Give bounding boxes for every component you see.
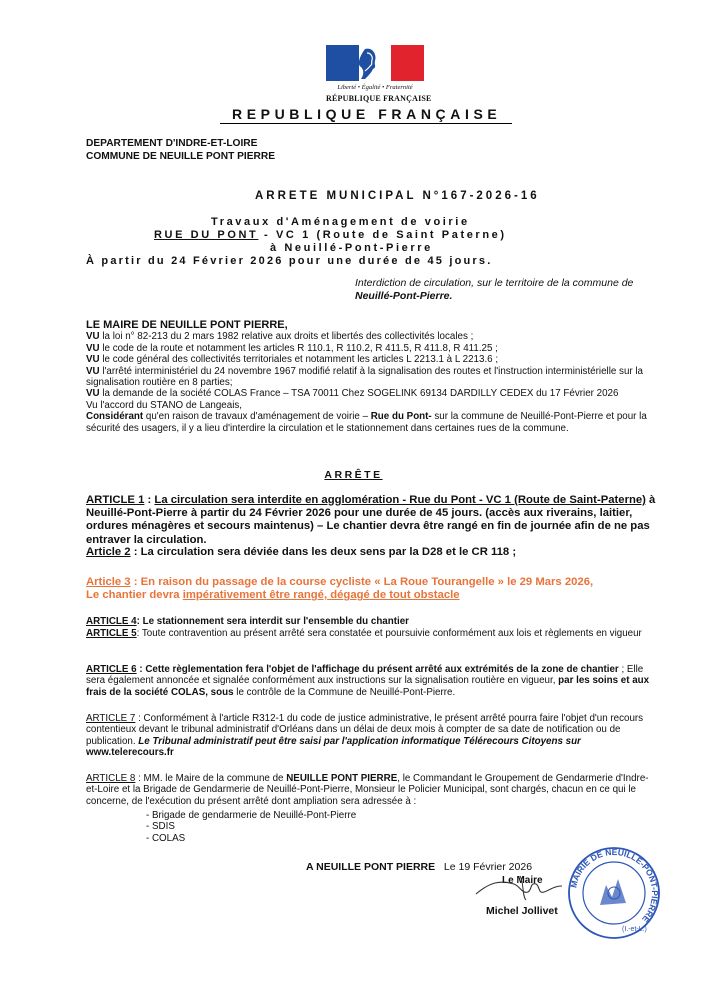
republique-title: REPUBLIQUE FRANÇAISE <box>232 106 502 122</box>
article-8 <box>86 773 658 807</box>
signature-role: Le Maire <box>502 875 543 886</box>
article-5 <box>86 628 658 639</box>
vu-4-text: l'arrêté interministériel du 24 novembre 1967 modifié relatif à la signalisation des routes et l'instruction interministérielle sur la signalisation routière en 8 parties; <box>86 365 643 389</box>
municipal-seal-icon <box>566 845 662 941</box>
departement: DEPARTEMENT D'INDRE-ET-LOIRE <box>86 138 258 149</box>
article-3-text-2a: Le chantier devra <box>86 589 183 602</box>
subject-line-1: Travaux d'Aménagement de voirie <box>211 216 470 228</box>
vu-label: VU <box>86 388 100 400</box>
marianne-profile-icon <box>351 45 384 81</box>
article-3-line-2 <box>86 589 658 602</box>
vu-1 <box>86 331 658 342</box>
vu-label: VU <box>86 365 100 377</box>
maire-heading: LE MAIRE DE NEUILLE PONT PIERRE, <box>86 319 288 331</box>
motto: Liberté • Égalité • Fraternité <box>337 84 413 91</box>
article-7-label: ARTICLE 7 <box>86 713 136 724</box>
handwritten-signature-icon <box>470 872 570 904</box>
flag-white <box>359 45 392 81</box>
article-6-text-2: le contrôle de la Commune de Neuillé-Pont-Pierre. <box>233 686 456 698</box>
flag-red <box>391 45 424 81</box>
arrete-label: ARRÊTE <box>324 469 383 481</box>
department-block <box>86 137 275 163</box>
signature-date: Le 19 Février 2026 <box>443 861 533 873</box>
subject-line-3: à Neuillé-Pont-Pierre <box>270 242 433 254</box>
arrete-heading <box>0 469 707 481</box>
article-6-bold: : Cette règlementation fera l'objet de l'affichage du présent arrêté aux extrémités de la zone de chantier <box>136 664 619 675</box>
article-6-bold-2: par les soins et aux frais de la société COLAS, sous <box>86 675 650 698</box>
article-3-line-1 <box>86 576 658 589</box>
marianne-logo <box>326 45 432 103</box>
considerant-label: Considérant <box>86 411 144 423</box>
article-1-label: ARTICLE 1 <box>86 494 145 506</box>
article-6 <box>86 664 658 698</box>
article-3-text-2b: impérativement être rangé, dégagé de tout obstacle <box>182 589 460 602</box>
subject-line-4: À partir du 24 Février 2026 pour une durée de 45 jours. <box>86 255 493 267</box>
vu-4 <box>86 366 658 389</box>
recipient-item: - COLAS <box>146 832 186 844</box>
commune: COMMUNE DE NEUILLE PONT PIERRE <box>86 151 276 162</box>
article-8-commune: NEUILLE PONT PIERRE <box>286 773 398 784</box>
considerant-street: Rue du Pont- <box>370 411 432 423</box>
signatory-name: Michel Jollivet <box>486 905 558 917</box>
seal-text: MAIRIE DE NEUILLÉ-PONT-PIERRE <box>568 846 661 925</box>
considerant <box>86 411 658 434</box>
considerant-text-a: qu'en raison de travaux d'aménagement de voirie – <box>143 411 371 423</box>
title-underline <box>220 123 512 124</box>
seal-sub: (I.-et-L.) <box>622 926 647 933</box>
article-2 <box>86 546 658 559</box>
article-1-sep: : <box>144 494 155 506</box>
vu-2-text: le code de la route et notamment les articles R 110.1, R 110.2, R 411.5, R 411.8, R 411.25 ; <box>99 342 498 354</box>
recipient-item: - Brigade de gendarmerie de Neuillé-Pont-Pierre <box>146 810 357 821</box>
intro-commune: Neuillé-Pont-Pierre. <box>355 290 453 302</box>
recipients-list <box>146 810 446 844</box>
article-8-text-1: : MM. le Maire de la commune de <box>135 773 287 784</box>
republique-small: RÉPUBLIQUE FRANÇAISE <box>326 94 432 103</box>
subject-street: RUE DU PONT <box>154 229 259 241</box>
intro-text-a: Interdiction de circulation, sur le territoire de la commune de <box>355 277 634 289</box>
vu-2 <box>86 343 658 354</box>
article-6-text: ; Elle sera également annoncée et signalée conformément aux instructions sur la signalisation routière en vigueur, <box>86 664 644 687</box>
article-2-text: : La circulation sera déviée dans les deux sens par la D28 et le CR 118 ; <box>130 546 517 558</box>
article-1-text: à Neuillé-Pont-Pierre à partir du 24 Février 2026 pour une durée de 45 jours. (accès aux riverains, laitier, ordures ménagères et secours maintenus) – Le chantier devra être rangé en fin de journée afin de ne pas entraver la circulation. <box>86 494 656 546</box>
considerants-block <box>86 320 658 434</box>
vu-label: VU <box>86 331 100 343</box>
vu-6: Vu l'accord du STANO de Langeais, <box>86 399 242 411</box>
vu-3-text: le code général des collectivités territoriales et notamment les articles L 2213.1 à L 2213.6 ; <box>99 354 499 366</box>
vu-label: VU <box>86 342 100 354</box>
article-5-label: ARTICLE 5 <box>86 628 137 639</box>
article-4-label: ARTICLE 4 <box>86 616 137 627</box>
article-1 <box>86 494 658 547</box>
flag-icon <box>326 45 424 81</box>
article-5-text: : Toute contravention au présent arrêté sera constatée et poursuivie conformément aux lois et règlements en vigueur <box>136 628 642 639</box>
telerecours-link[interactable]: www.telerecours.fr <box>86 747 174 759</box>
subject-line-2 <box>154 229 507 241</box>
subject-route: - VC 1 (Route de Saint Paterne) <box>258 229 507 241</box>
article-6-label: ARTICLE 6 <box>86 664 137 675</box>
vu-1-text: la loi n° 82-213 du 2 mars 1982 relative aux droits et libertés des collectivités locales ; <box>99 331 474 343</box>
article-1-underlined: La circulation sera interdite en agglomération - Rue du Pont - VC 1 (Route de Saint-Paterne) <box>154 494 646 506</box>
article-7-text: : Conformément à l'article R312-1 du code de justice administrative, le présent arrêté pourra faire l'objet d'un recours contentieux devant le tribunal administratif d'Orléans dans un délai de deux mois à compter de sa date de notification ou de publication. <box>86 713 644 747</box>
svg-text:MAIRIE DE NEUILLÉ-PONT-PIERRE <box>568 847 660 925</box>
article-7-italic: Le Tribunal administratif peut être saisi par l'application informatique Télérecours Citoyens sur <box>138 735 581 747</box>
article-3-text: : En raison du passage de la course cycliste « La Roue Tourangelle » le 29 Mars 2026, <box>130 576 594 588</box>
article-8-text-2: , le Commandant le Groupement de Gendarmerie d'Indre-et-Loire et la Brigade de Gendarmerie de Neuillé-Pont-Pierre, Monsieur le Policier Municipal, sont chargés, chacun en ce qui le concerne, de l'exécution du présent arrêté dont ampliation sera adressée à : <box>86 773 649 807</box>
vu-5 <box>86 388 658 399</box>
article-2-label: Article 2 <box>86 546 131 558</box>
article-3-label: Article 3 <box>86 576 131 588</box>
vu-label: VU <box>86 354 100 366</box>
vu-3 <box>86 354 658 365</box>
article-4-text: : Le stationnement sera interdit sur l'ensemble du chantier <box>136 616 409 627</box>
article-7 <box>86 713 658 759</box>
vu-5-text: la demande de la société COLAS France – TSA 70011 Chez SOGELINK 69134 DARDILLY CEDEX du 17 Février 2026 <box>99 388 619 400</box>
article-4 <box>86 616 658 627</box>
arrete-title: ARRETE MUNICIPAL N°167-2026-16 <box>255 190 540 202</box>
article-8-label: ARTICLE 8 <box>86 773 136 784</box>
intro-text <box>355 277 655 303</box>
signature-place: A NEUILLE PONT PIERRE <box>306 861 436 873</box>
recipient-item: - SDIS <box>146 821 175 833</box>
considerant-text-c: sur la commune de Neuillé-Pont-Pierre et pour la sécurité des usagers, il y a lieu d'interdire la circulation et le stationnement dans certaines rues de la commune. <box>86 411 647 434</box>
article-3 <box>86 576 658 602</box>
